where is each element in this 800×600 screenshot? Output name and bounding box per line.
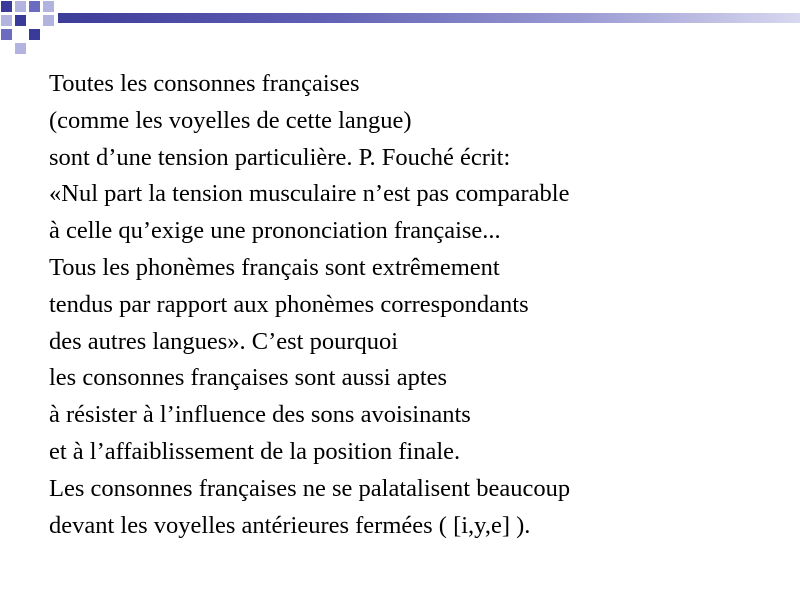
text-line: devant les voyelles antérieures fermées ( [i,y,e] ). [49, 511, 531, 539]
header-gradient-bar [58, 13, 800, 23]
text-line: des autres langues». C’est pourquoi [49, 327, 399, 355]
decorative-square [1, 15, 12, 26]
decorative-square [29, 29, 40, 40]
text-line: et à l’affaiblissement de la position finale. [49, 437, 461, 465]
decorative-square [15, 15, 26, 26]
text-line: (comme les voyelles de cette langue) [49, 106, 412, 134]
text-line: Les consonnes françaises ne se palatalisent beaucoup [49, 474, 571, 502]
text-line: à celle qu’exige une prononciation française... [49, 217, 501, 245]
decorative-square [43, 15, 54, 26]
text-line: Toutes les consonnes françaises [49, 70, 360, 97]
decorative-square [15, 1, 26, 12]
text-line: les consonnes françaises sont aussi aptes [49, 364, 448, 392]
decorative-square [1, 29, 12, 40]
decorative-square [1, 1, 12, 12]
decorative-square [29, 1, 40, 12]
decorative-square [43, 1, 54, 12]
text-line: «Nul part la tension musculaire n’est pas comparable [49, 180, 570, 208]
text-line: sont d’une tension particulière. P. Fouché écrit: [49, 143, 511, 171]
text-line: à résister à l’influence des sons avoisinants [49, 401, 471, 429]
text-line: tendus par rapport aux phonèmes correspondants [49, 290, 529, 318]
slide-body-text [49, 66, 789, 544]
text-line: Tous les phonèmes français sont extrêmement [49, 253, 500, 281]
decorative-square [15, 43, 26, 54]
